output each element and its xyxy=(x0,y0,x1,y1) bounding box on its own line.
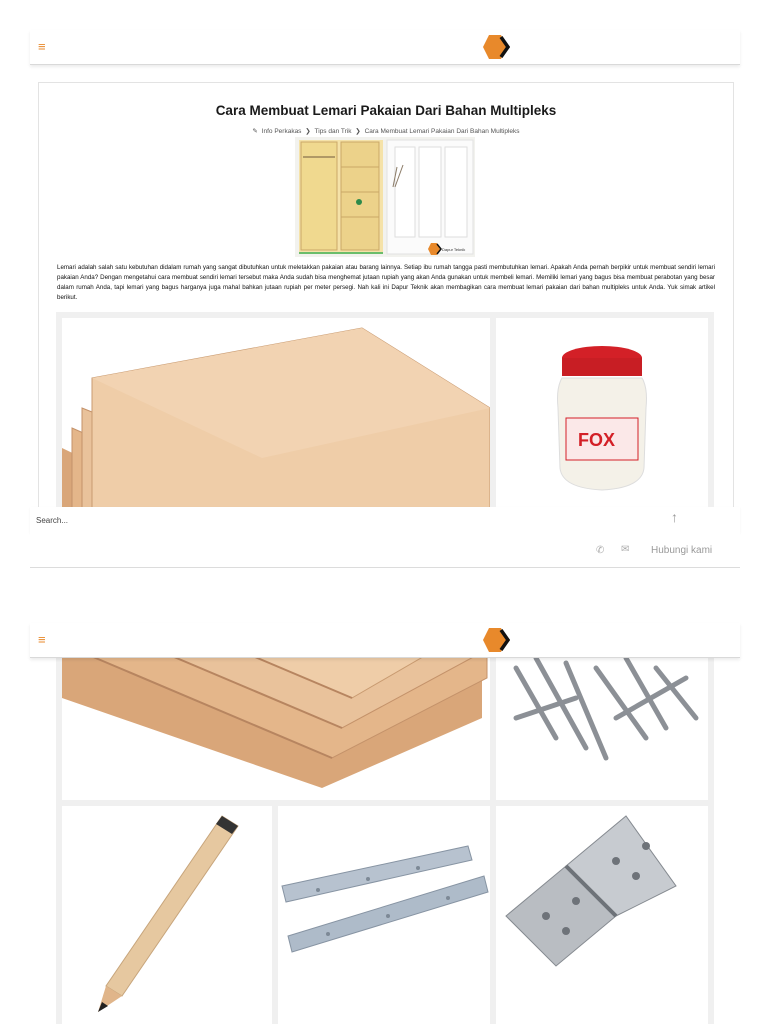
sticky-header xyxy=(30,623,740,658)
contact-strip xyxy=(30,533,740,568)
glue-brand-label: FOX xyxy=(578,430,616,450)
drawer-slides-image xyxy=(278,806,490,1024)
door-hinge-image xyxy=(496,806,708,1024)
breadcrumb xyxy=(39,127,733,135)
article-intro: Lemari adalah salah satu kebutuhan didalam rumah yang sangat dibutuhkan untuk meletakkan pakaian atau barang lainnya. Setiap ibu rumah tangga pasti membutuhkan lemari. Apakah Anda pernah berpikir untuk membuat sendiri lemari pakaian Anda? Dengan mengetahui cara membuat sendiri lemari tersebut maka Anda sudah bisa menghemat jutaan rupiah yang akan Anda gunakan untuk membeli lemari. Memiliki lemari yang bagus bisa membuat perabotan yang besar dalam rumah Anda, tapi lemari yang bagus harganya juga mahal bahkan jutaan rupiah per meter persegi. Nah kali ini Dapur Teknik akan membagikan cara membuat lemari pakaian dari bahan multipleks untuk Anda. Yuk simak artikel berikut. xyxy=(57,264,715,302)
breadcrumb-link-tips-dan-trik[interactable]: Tips dan Trik xyxy=(314,128,352,135)
breadcrumb-current: Cara Membuat Lemari Pakaian Dari Bahan Multipleks xyxy=(364,128,520,135)
gallery-item-hinge[interactable] xyxy=(496,806,708,1024)
site-logo[interactable] xyxy=(482,627,510,653)
section-gap xyxy=(0,567,768,623)
search-bar xyxy=(30,507,740,533)
wardrobe-featured-image xyxy=(295,137,475,257)
hamburger-menu-icon[interactable]: ≡ xyxy=(38,632,46,647)
phone-icon[interactable]: ✆ xyxy=(596,545,605,556)
back-to-top-icon[interactable]: ↑ xyxy=(671,509,678,525)
carpenter-pencil-image xyxy=(62,806,272,1024)
contact-us-link[interactable]: Hubungi kami xyxy=(651,545,713,556)
hamburger-menu-icon[interactable]: ≡ xyxy=(38,39,46,54)
search-input[interactable] xyxy=(36,513,596,527)
pencil-icon: ✎ xyxy=(252,128,258,135)
mail-icon[interactable]: ✉ xyxy=(621,544,630,555)
chevron-right-icon: ❯ xyxy=(305,128,311,135)
site-logo[interactable] xyxy=(482,34,510,60)
image-watermark: Dapur Teknik xyxy=(442,247,466,252)
top-header xyxy=(30,30,740,65)
gallery-item-drawer-slides[interactable] xyxy=(278,806,490,1024)
chevron-right-icon: ❯ xyxy=(355,128,361,135)
breadcrumb-link-info-perkakas[interactable]: Info Perkakas xyxy=(261,128,302,135)
article-title: Cara Membuat Lemari Pakaian Dari Bahan Multipleks xyxy=(215,103,557,118)
gallery-item-pencil[interactable] xyxy=(62,806,272,1024)
